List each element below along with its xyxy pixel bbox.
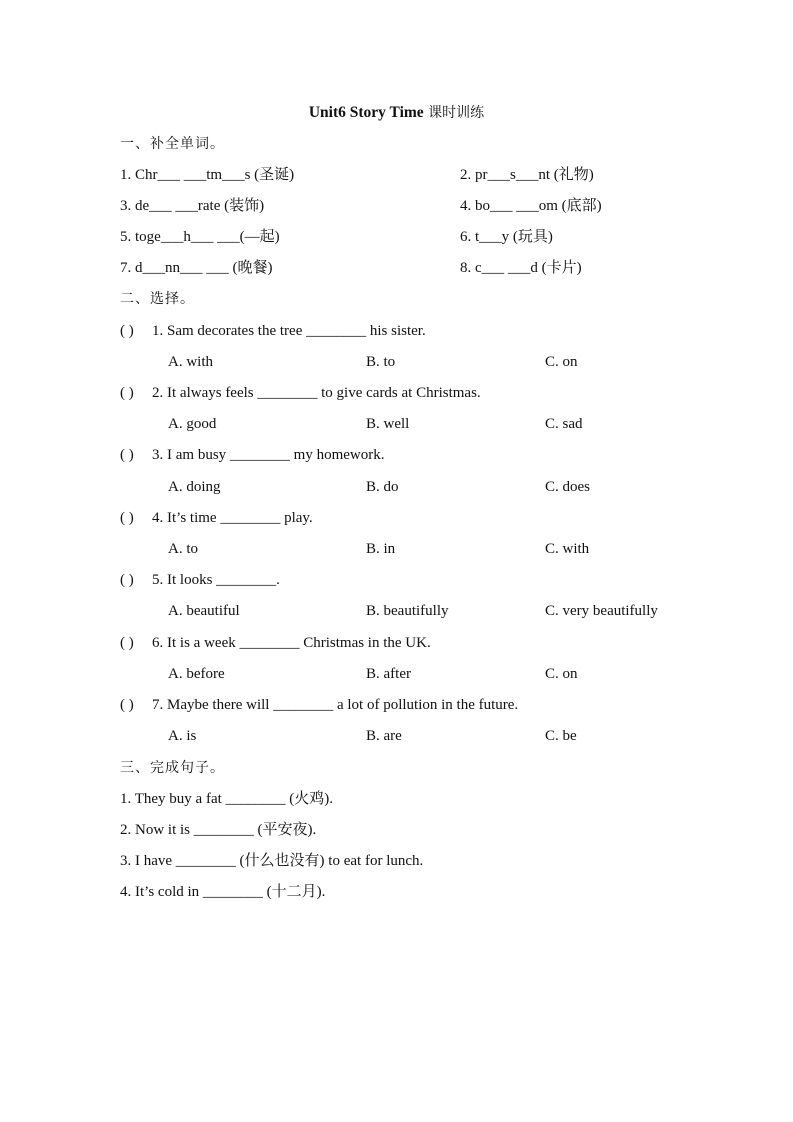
question-text: 5. It looks ________. bbox=[152, 572, 280, 588]
q3-option-a: A. doing bbox=[168, 479, 221, 495]
sentence-item-3: 3. I have ________ (什么也没有) to eat for lunch. bbox=[120, 853, 424, 869]
question-3 bbox=[120, 445, 384, 465]
answer-blank[interactable]: ( ) bbox=[120, 697, 134, 713]
question-text: 4. It’s time ________ play. bbox=[152, 510, 313, 526]
q4-option-b: B. in bbox=[366, 541, 396, 557]
q7-option-c: C. be bbox=[545, 728, 577, 744]
q7-option-a: A. is bbox=[168, 728, 197, 744]
page-title bbox=[0, 102, 793, 122]
word-item-2: 2. pr___s___nt (礼物) bbox=[460, 167, 594, 183]
question-text: 6. It is a week ________ Christmas in the UK. bbox=[152, 635, 431, 651]
q5-option-a: A. beautiful bbox=[168, 603, 240, 619]
word-item-8: 8. c___ ___d (卡片) bbox=[460, 260, 582, 276]
q6-option-a: A. before bbox=[168, 666, 225, 682]
word-item-5: 5. toge___h___ ___(—起) bbox=[120, 229, 280, 245]
question-text: 3. I am busy ________ my homework. bbox=[152, 447, 385, 463]
sentence-item-1: 1. They buy a fat ________ (火鸡). bbox=[120, 791, 334, 807]
q5-option-b: B. beautifully bbox=[366, 603, 449, 619]
question-5 bbox=[120, 570, 280, 590]
q1-option-c: C. on bbox=[545, 354, 578, 370]
q4-option-c: C. with bbox=[545, 541, 590, 557]
title-main: Unit6 Story Time bbox=[308, 104, 424, 121]
question-text: 1. Sam decorates the tree ________ his sister. bbox=[152, 323, 426, 339]
question-4 bbox=[120, 508, 313, 528]
answer-blank[interactable]: ( ) bbox=[120, 385, 134, 401]
answer-blank[interactable]: ( ) bbox=[120, 572, 134, 588]
q3-option-c: C. does bbox=[545, 479, 590, 495]
question-1 bbox=[120, 321, 426, 341]
sentence-item-4: 4. It’s cold in ________ (十二月). bbox=[120, 884, 326, 900]
section-3-heading: 三、完成句子。 bbox=[120, 760, 225, 776]
question-7 bbox=[120, 695, 518, 715]
answer-blank[interactable]: ( ) bbox=[120, 323, 134, 339]
word-item-6: 6. t___y (玩具) bbox=[460, 229, 553, 245]
q2-option-a: A. good bbox=[168, 416, 217, 432]
question-text: 2. It always feels ________ to give cards at Christmas. bbox=[152, 385, 481, 401]
q6-option-c: C. on bbox=[545, 666, 578, 682]
q2-option-c: C. sad bbox=[545, 416, 583, 432]
word-item-1: 1. Chr___ ___tm___s (圣诞) bbox=[120, 167, 295, 183]
q2-option-b: B. well bbox=[366, 416, 410, 432]
word-item-4: 4. bo___ ___om (底部) bbox=[460, 198, 602, 214]
title-cn: 课时训练 bbox=[423, 105, 485, 121]
question-6 bbox=[120, 633, 431, 653]
answer-blank[interactable]: ( ) bbox=[120, 635, 134, 651]
word-item-3: 3. de___ ___rate (装饰) bbox=[120, 198, 265, 214]
answer-blank[interactable]: ( ) bbox=[120, 447, 134, 463]
q7-option-b: B. are bbox=[366, 728, 402, 744]
question-text: 7. Maybe there will ________ a lot of pollution in the future. bbox=[152, 697, 519, 713]
q4-option-a: A. to bbox=[168, 541, 198, 557]
word-item-7: 7. d___nn___ ___ (晚餐) bbox=[120, 260, 273, 276]
q5-option-c: C. very beautifully bbox=[545, 603, 658, 619]
answer-blank[interactable]: ( ) bbox=[120, 510, 134, 526]
section-1-heading: 一、补全单词。 bbox=[120, 136, 225, 152]
q1-option-a: A. with bbox=[168, 354, 213, 370]
q1-option-b: B. to bbox=[366, 354, 396, 370]
sentence-item-2: 2. Now it is ________ (平安夜). bbox=[120, 822, 317, 838]
question-2 bbox=[120, 383, 481, 403]
q6-option-b: B. after bbox=[366, 666, 411, 682]
section-2-heading: 二、选择。 bbox=[120, 291, 195, 307]
q3-option-b: B. do bbox=[366, 479, 399, 495]
